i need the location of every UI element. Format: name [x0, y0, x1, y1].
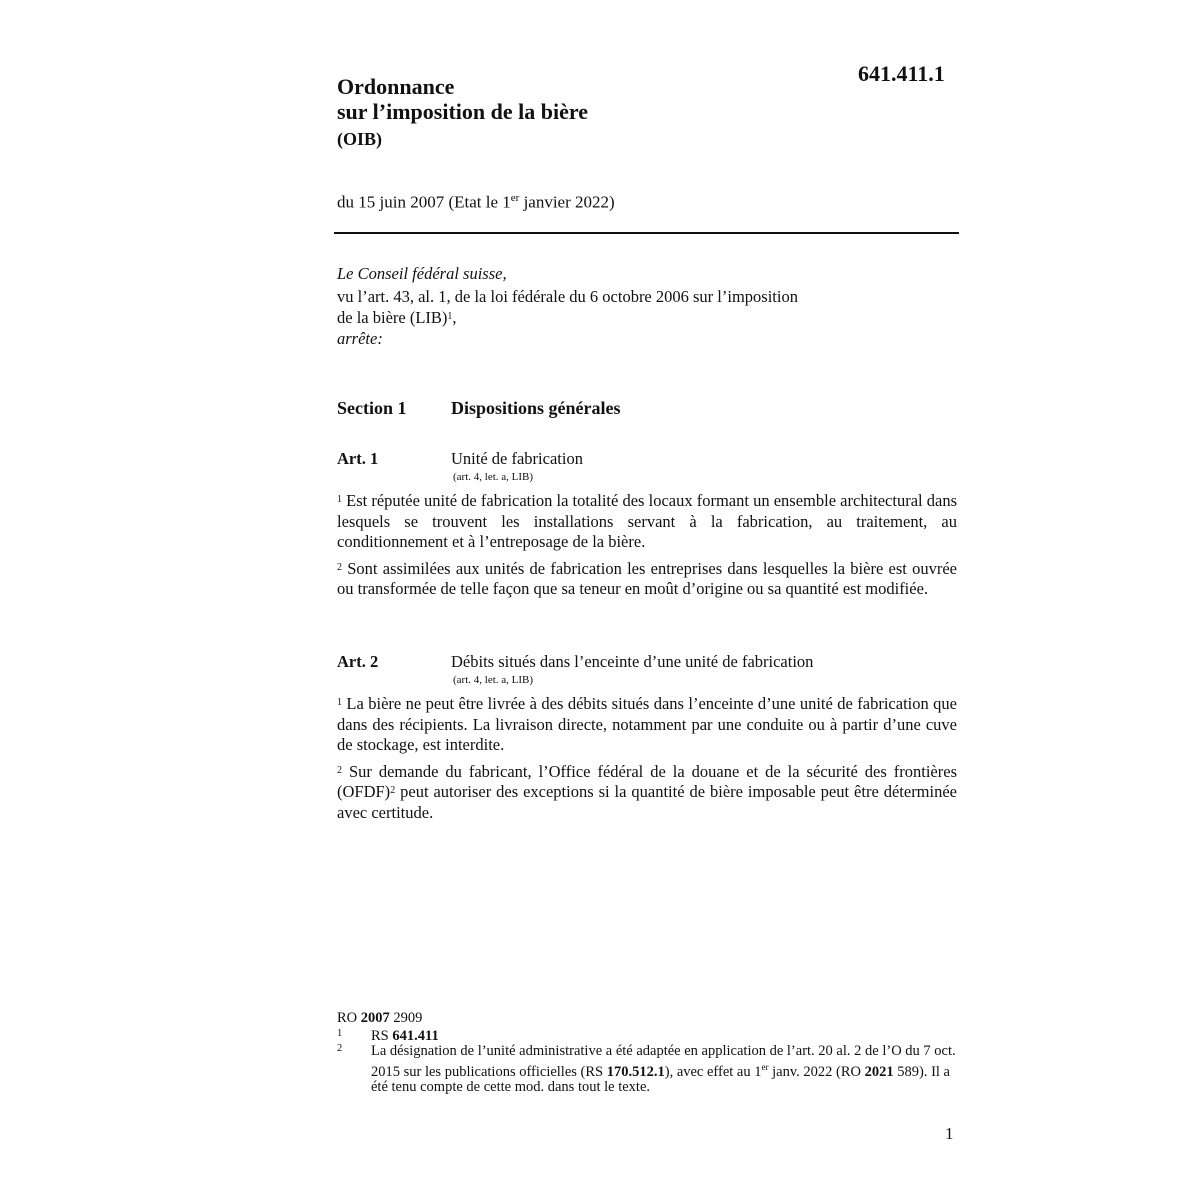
article-1: [337, 449, 957, 600]
preamble-basis-line-2: de la bière (LIB)$^1$,: [337, 308, 457, 327]
article-title: Débits situés dans l’enceinte d’une unité de fabrication: [451, 652, 814, 671]
article-paragraph: $^1$ Est réputée unité de fabrication la totalité des locaux formant un ensemble architectural dans lesquels se trouvent les installations servant à la fabrication, au traitement, au conditionnement et à l’entreposage de la bière.: [337, 491, 957, 551]
article-number: Art. 2: [337, 652, 379, 671]
title-abbreviation: (OIB): [337, 129, 382, 149]
footnote-2: 2 La désignation de l’unité administrative a été adaptée en application de l’art. 20 al. 2 de l’O du 7 oct. 2015 sur les publications officielles (RS 170.512.1), avec effet au 1er janv. 2022 (RO 2021 589). Il a été tenu compte de cette mod. dans tout le texte.: [337, 1043, 956, 1095]
article-paragraph: $^1$ La bière ne peut être livrée à des débits situés dans l’enceinte d’une unité de fabrication que dans des récipients. La livraison directe, notamment par une conduite ou à partir d’une cuve de stockage, est interdite.: [337, 694, 957, 754]
preamble: [337, 263, 957, 349]
sr-number: 641.411.1: [858, 61, 945, 86]
footnote-1: 1 RS 641.411: [337, 1027, 439, 1044]
article-title: Unité de fabrication: [451, 449, 583, 468]
document-date: du 15 juin 2007 (Etat le 1er janvier 2022): [337, 192, 615, 212]
title-line-2: sur l’imposition de la bière: [337, 99, 588, 124]
article-paragraph: $^2$ Sont assimilées aux unités de fabrication les entreprises dans lesquelles la bière est ouvrée ou transformée de telle façon que sa teneur en moût d’origine ou sa quantité est modifiée.: [337, 558, 957, 598]
title-line-1: Ordonnance: [337, 74, 455, 99]
article-reference: (art. 4, let. a, LIB): [453, 471, 534, 483]
footnote-ref-2[interactable]: 2: [390, 785, 396, 796]
article-2: [337, 652, 957, 823]
article-paragraph: $^2$ Sur demande du fabricant, l’Office fédéral de la douane et de la sécurité des frontières (OFDF)$^2$ peut autoriser des exceptions si la quantité de bière imposable peut être déterminée avec certitude.: [337, 761, 957, 822]
ro-reference: RO 2007 2909: [337, 1010, 423, 1026]
section-number: Section 1: [337, 398, 407, 418]
document-title: [337, 74, 588, 124]
section-heading: [337, 398, 621, 419]
article-number: Art. 1: [337, 449, 379, 468]
preamble-authority: Le Conseil fédéral suisse,: [337, 264, 507, 283]
footnotes: [337, 1011, 957, 1095]
article-reference: (art. 4, let. a, LIB): [453, 674, 534, 686]
page-number: 1: [945, 1124, 954, 1143]
header-rule: [334, 232, 959, 234]
section-title: Dispositions générales: [451, 398, 621, 418]
preamble-basis-line-1: vu l’art. 43, al. 1, de la loi fédérale du 6 octobre 2006 sur l’imposition: [337, 287, 798, 306]
preamble-decree: arrête:: [337, 329, 383, 348]
footnote-ref-1[interactable]: 1: [447, 311, 453, 322]
